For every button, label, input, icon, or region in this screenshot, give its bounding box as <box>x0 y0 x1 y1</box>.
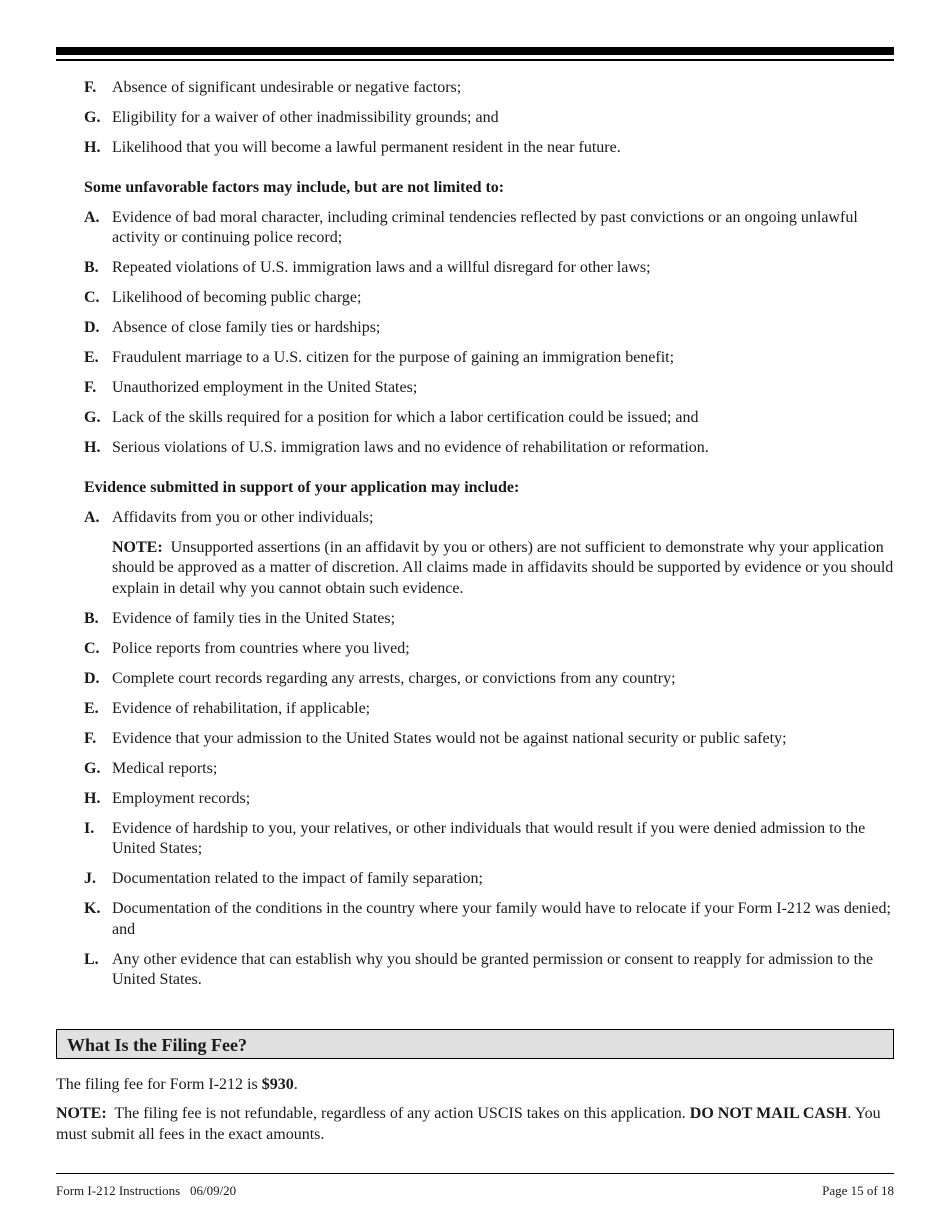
note-text: The filing fee is not refundable, regardless of any action USCIS takes on this application. <box>114 1105 690 1122</box>
item-text: Documentation of the conditions in the country where your family would have to relocate if your Form I-212 was denied; and <box>112 900 891 938</box>
item-letter: B. <box>84 259 99 276</box>
evidence-heading: Evidence submitted in support of your application may include: <box>84 478 520 496</box>
list-item <box>84 318 894 339</box>
item-letter: H. <box>84 789 101 807</box>
filing-fee-note <box>56 1104 894 1145</box>
item-letter: C. <box>84 289 100 306</box>
item-text: Any other evidence that can establish why you should be granted permission or consent to reapply for admission to the United States. <box>112 950 874 988</box>
list-item <box>84 759 894 780</box>
item-letter: E. <box>84 349 99 366</box>
filing-fee-section-title: What Is the Filing Fee? <box>56 1029 894 1059</box>
fee-line-prefix: The filing fee for Form I-212 is <box>56 1076 262 1093</box>
item-text: Evidence of bad moral character, including criminal tendencies reflected by past convictions or an ongoing unlawful activity or continuing police record; <box>112 208 858 246</box>
list-item <box>84 108 894 129</box>
list-item <box>84 208 894 249</box>
item-text: Repeated violations of U.S. immigration laws and a willful disregard for other laws; <box>112 259 651 276</box>
unfavorable-list <box>84 208 894 459</box>
list-item <box>84 348 894 369</box>
list-item <box>84 378 894 399</box>
item-text: Likelihood of becoming public charge; <box>112 289 362 306</box>
unfavorable-heading: Some unfavorable factors may include, but are not limited to: <box>84 178 505 196</box>
item-text: Documentation related to the impact of family separation; <box>112 870 483 887</box>
item-text: Likelihood that you will become a lawful permanent resident in the near future. <box>112 139 621 156</box>
list-item <box>84 899 894 940</box>
item-text: Employment records; <box>112 789 251 807</box>
item-letter: G. <box>84 759 101 777</box>
item-text: Eligibility for a waiver of other inadmissibility grounds; and <box>112 109 499 126</box>
item-letter: A. <box>84 208 100 226</box>
item-text: Evidence of hardship to you, your relatives, or other individuals that would result if you were denied admission to the United States; <box>112 819 866 857</box>
list-item <box>84 258 894 279</box>
list-item <box>84 789 894 810</box>
filing-fee-line <box>56 1075 894 1096</box>
list-item <box>84 408 894 429</box>
item-text: Serious violations of U.S. immigration laws and no evidence of rehabilitation or reformation. <box>112 439 709 456</box>
item-letter: D. <box>84 319 100 336</box>
item-text: Fraudulent marriage to a U.S. citizen for the purpose of gaining an immigration benefit; <box>112 349 675 366</box>
list-item <box>84 288 894 309</box>
item-letter: D. <box>84 669 100 687</box>
item-letter: H. <box>84 439 101 456</box>
list-item <box>84 729 894 750</box>
fee-amount: $930 <box>261 1076 294 1093</box>
note-label: NOTE: <box>112 538 163 556</box>
list-item <box>84 699 894 720</box>
item-text: Absence of close family ties or hardships; <box>112 319 381 336</box>
list-item <box>84 639 894 660</box>
list-item <box>84 669 894 690</box>
item-text: Evidence of rehabilitation, if applicable; <box>112 699 371 717</box>
note-text: Unsupported assertions (in an affidavit by you or others) are not sufficient to demonstrate why your application should be approved as a matter of discretion. All claims made in affidavits should be supported by evidence or you should explain in detail why you cannot obtain such evidence. <box>112 538 894 597</box>
list-item <box>84 609 894 630</box>
item-letter: L. <box>84 950 99 968</box>
continued-list <box>84 78 894 159</box>
fee-line-suffix: . <box>293 1076 298 1093</box>
item-text: Lack of the skills required for a position for which a labor certification could be issued; and <box>112 409 699 426</box>
item-letter: H. <box>84 139 101 156</box>
list-item <box>84 508 894 529</box>
item-letter: K. <box>84 900 101 917</box>
item-text: Evidence of family ties in the United States; <box>112 609 396 627</box>
item-letter: F. <box>84 729 97 747</box>
item-letter: E. <box>84 699 99 717</box>
list-item <box>84 78 894 99</box>
list-item <box>84 138 894 159</box>
evidence-list <box>84 508 894 991</box>
header-rule-thick <box>56 47 894 55</box>
item-letter: F. <box>84 79 97 96</box>
list-item <box>84 869 894 890</box>
footer-form-id: Form I-212 Instructions 06/09/20 <box>56 1183 237 1198</box>
footer-rule <box>56 1173 894 1174</box>
item-text: Absence of significant undesirable or negative factors; <box>112 79 462 96</box>
item-text: Evidence that your admission to the United States would not be against national security or public safety; <box>112 729 787 747</box>
item-text: Complete court records regarding any arrests, charges, or convictions from any country; <box>112 669 676 687</box>
affidavit-note <box>84 538 894 600</box>
item-letter: F. <box>84 379 97 396</box>
item-letter: J. <box>84 870 96 887</box>
list-item <box>84 950 894 991</box>
list-item <box>84 438 894 459</box>
item-letter: B. <box>84 609 99 627</box>
header-rule-thin <box>56 59 894 61</box>
item-text: Police reports from countries where you lived; <box>112 639 410 657</box>
note-text: . You must submit all fees in the exact amounts. <box>56 1105 881 1143</box>
item-letter: C. <box>84 639 100 657</box>
note-label: NOTE: <box>56 1105 107 1122</box>
footer-page-number: Page 15 of 18 <box>822 1183 894 1198</box>
item-text: Unauthorized employment in the United States; <box>112 379 418 396</box>
list-item <box>84 819 894 860</box>
item-letter: I. <box>84 819 95 837</box>
item-text: Affidavits from you or other individuals; <box>112 508 374 526</box>
item-letter: G. <box>84 409 101 426</box>
page-content <box>84 78 894 1000</box>
note-warning: DO NOT MAIL CASH <box>689 1105 848 1122</box>
item-text: Medical reports; <box>112 759 218 777</box>
item-letter: G. <box>84 109 101 126</box>
item-letter: A. <box>84 508 100 526</box>
